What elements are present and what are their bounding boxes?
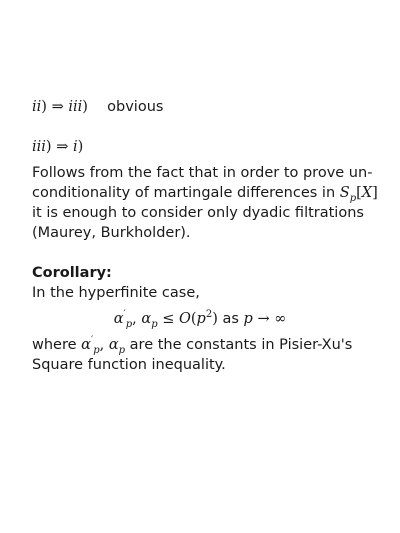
- formula-as: as: [222, 311, 239, 327]
- schatten-space: $S_p$: [339, 185, 357, 204]
- implication-ii-iii: ii) ⇒ iii) obvious: [32, 99, 164, 115]
- explanation-line-3: it is enough to consider only dyadic filtrations: [32, 205, 364, 221]
- explanation-line-2: conditionality of martingale differences in $S_p[X]$: [32, 185, 378, 204]
- explanation-line-4: (Maurey, Burkholder).: [32, 225, 191, 241]
- corollary-last-line: Square function inequality.: [32, 357, 226, 373]
- implication-ii-iii-text: obvious: [107, 99, 164, 115]
- explanation-line-1: Follows from the fact that in order to prove un-: [32, 165, 373, 181]
- implication-iii-i: iii) ⇒ i): [32, 139, 84, 155]
- corollary-formula: $\alpha'_p$, $\alpha_p \le O(p^2)$ as p → ∞: [113, 309, 287, 330]
- corollary-heading: Corollary:: [32, 265, 112, 281]
- corollary-where: where $\alpha'_p$, $\alpha_p$ are the constants in Pisier-Xu's: [32, 335, 353, 356]
- corollary-intro: In the hyperfinite case,: [32, 285, 200, 301]
- implication-ii-iii-label: ii: [32, 99, 42, 115]
